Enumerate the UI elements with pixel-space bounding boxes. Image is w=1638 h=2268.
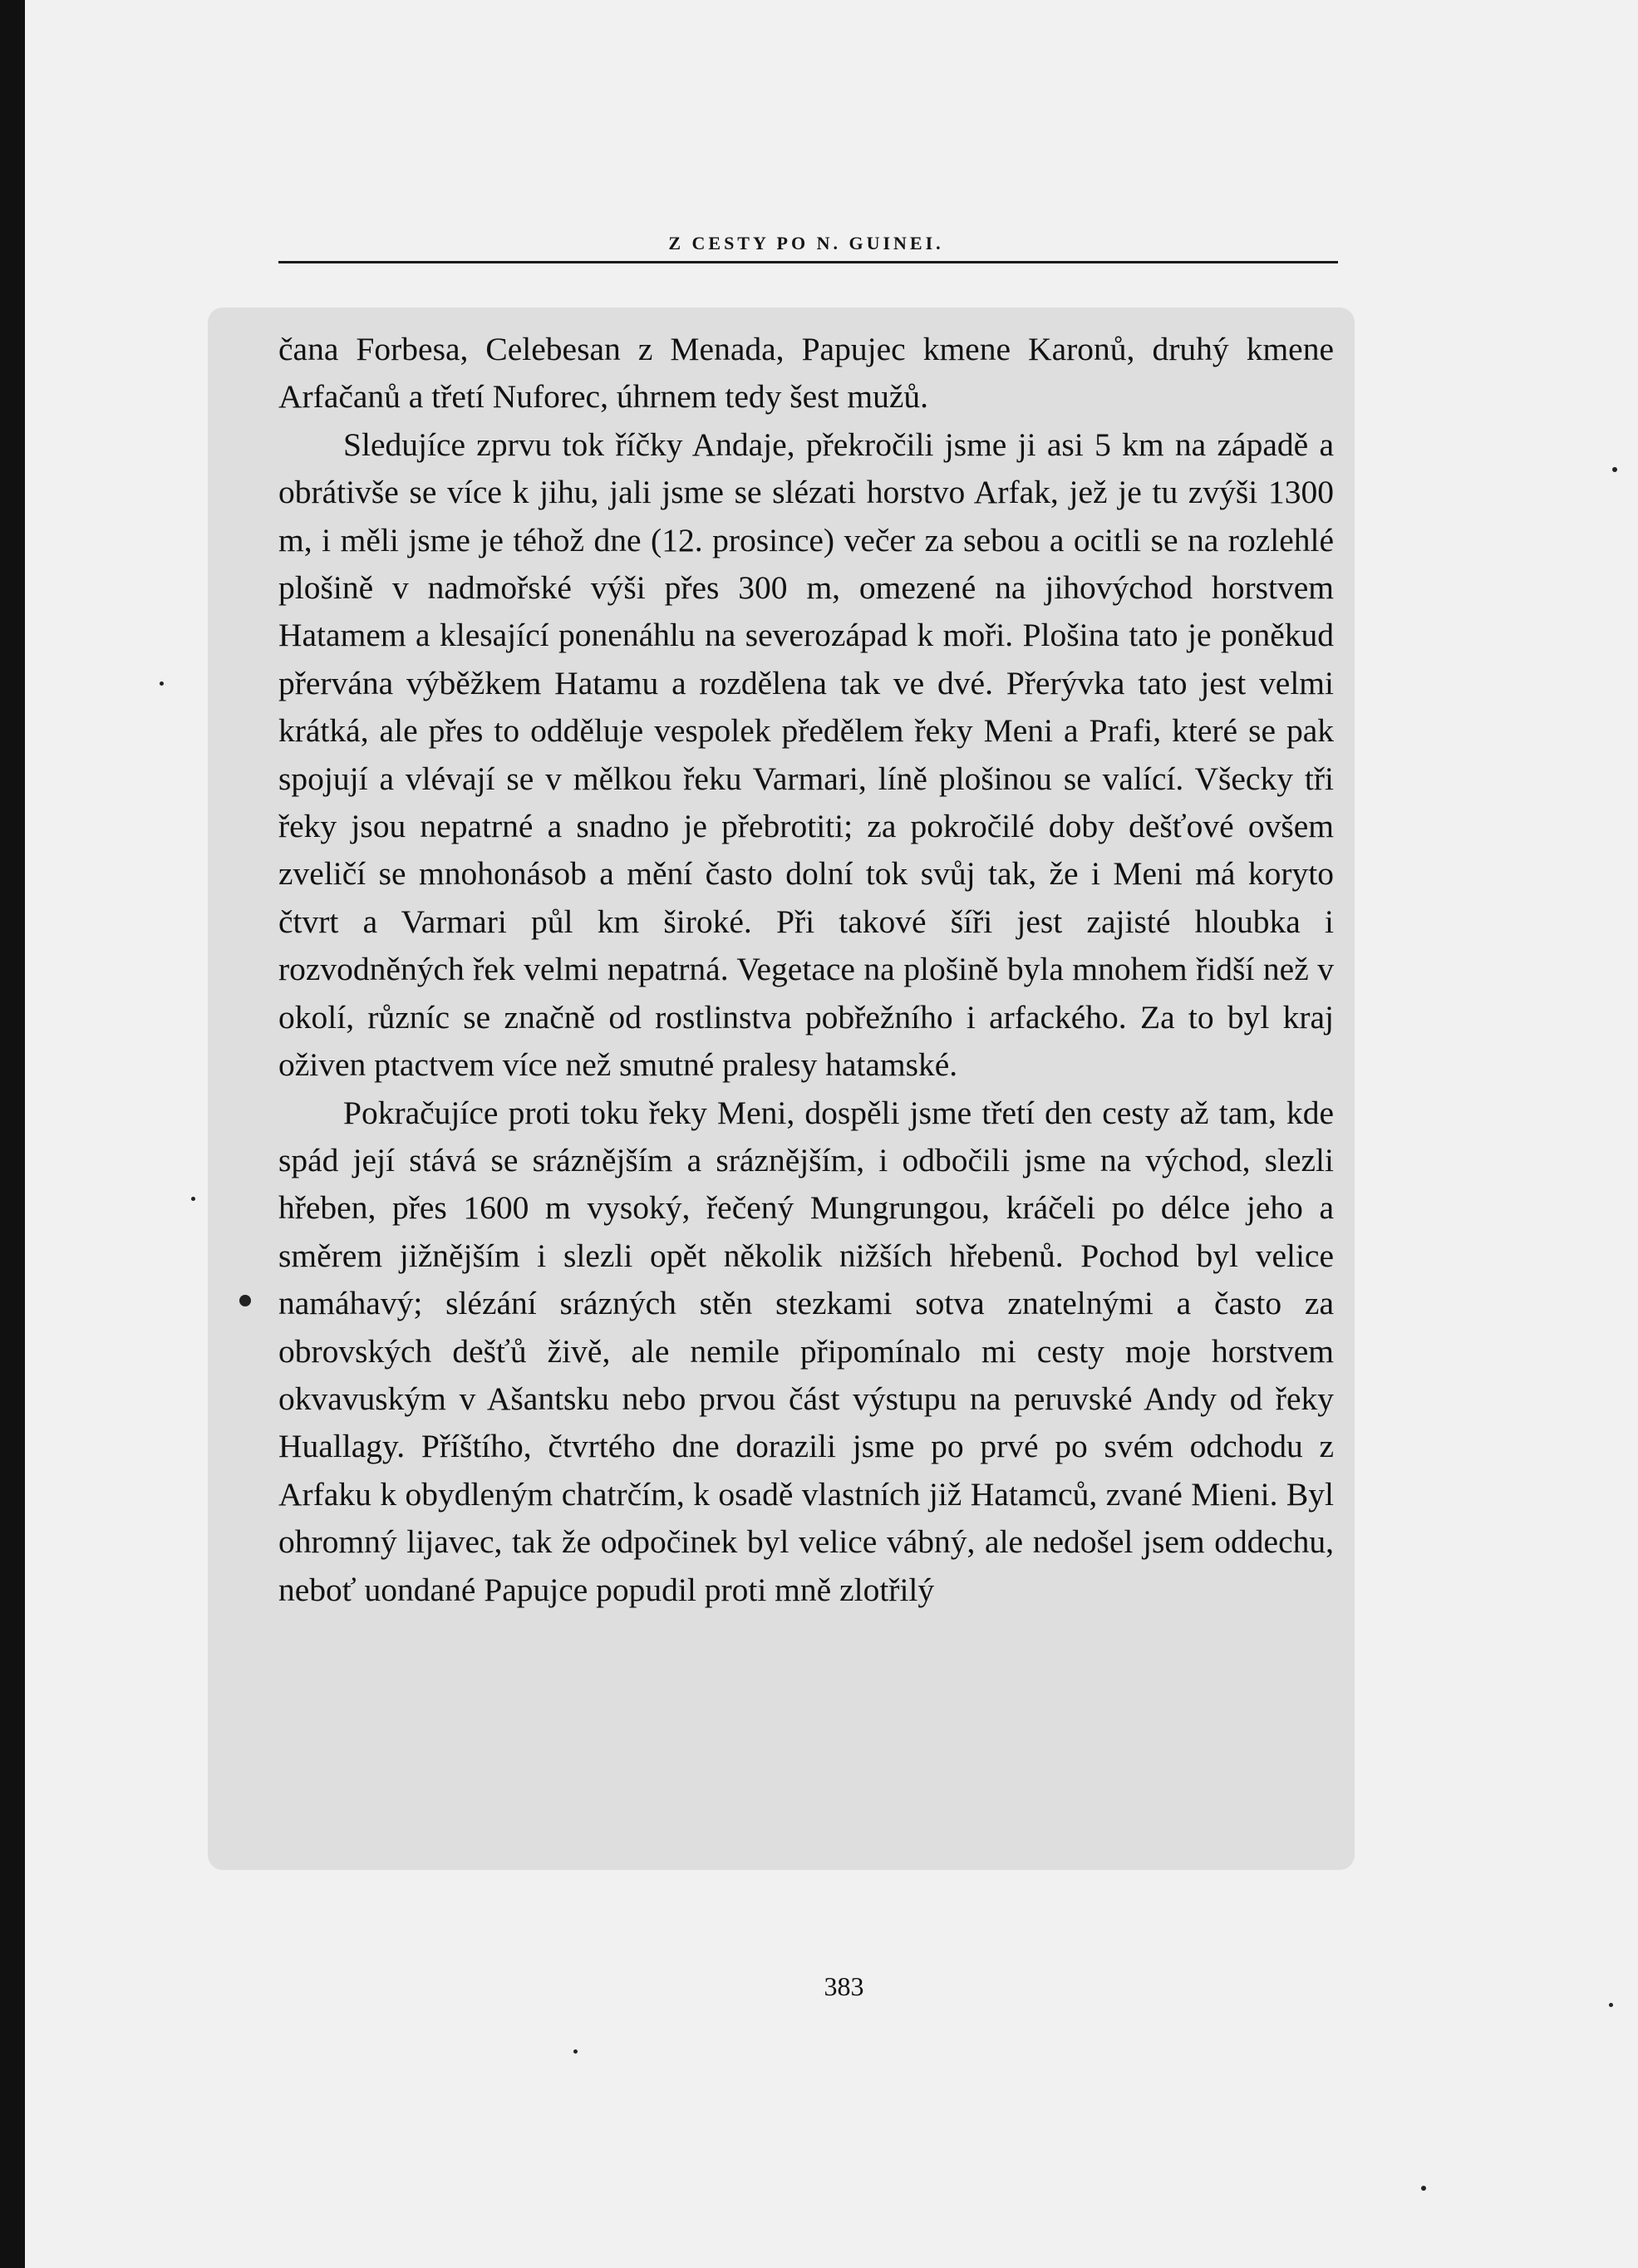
paragraph-2: Sledujíce zprvu tok říčky Andaje, překročili jsme ji asi 5 km na západě a obrátivše se více k jihu, jali jsme se slézati horstvo Arfak, jež je tu zvýši 1300 m, i měli jsme je téhož dne (12. prosince) večer za sebou a ocitli se na rozlehlé plošině v nadmořské výši přes 300 m, omezené na jihovýchod horstvem Hatamem a klesající ponenáhlu na severozápad k moři. Plošina tato je poněkud přervána výběžkem Hatamu a rozdělena tak ve dvé. Přerývka tato jest velmi krátká, ale přes to odděluje vespolek předělem řeky Meni a Prafi, které se pak spojují a vlévají se v mělkou řeku Varmari, líně plošinou se valící. Všecky tři řeky jsou nepatrné a snadno je přebrotiti; za pokročilé doby dešťové ovšem zveličí se mnohonásob a mění často dolní tok svůj tak, že i Meni má koryto čtvrt a Varmari půl km široké. Při takové šíři jest zajisté hloubka i rozvodněných řek velmi nepatrná. Vegetace na plošině byla mnohem řidší než v okolí, různíc se značně od rostlinstva pobřežního i arfackého. Za to byl kraj oživen ptactvem více než smutné pralesy hatamské. bbox=[278, 426, 1334, 1084]
scan-speck bbox=[1612, 467, 1617, 472]
scan-speck bbox=[573, 2049, 578, 2054]
body-text bbox=[278, 326, 1334, 1614]
header-rule bbox=[278, 261, 1338, 263]
paragraph-3: Pokračujíce proti toku řeky Meni, dospěli jsme třetí den cesty až tam, kde spád její stává se sráznějším a sráznějším, i odbočili jsme na východ, slezli hřeben, přes 1600 m vysoký, řečený Mungrungou, kráčeli po délce jeho a směrem jižnějším i slezli opět několik nižších hřebenů. Pochod byl velice namáhavý; slézání srázných stěn stezkami sotva znatelnými a často za obrovských dešťů živě, ale nemile připomínalo mi cesty moje horstvem okvavuským v Ašantsku nebo prvou část výstupu na peruvské Andy od řeky Huallagy. Příštího, čtvrtého dne dorazili jsme po prvé po svém odchodu z Arfaku k obydleným chatrčím, k osadě vlastních již Hatamců, zvané Mieni. Byl ohromný lijavec, tak že odpočinek byl velice vábný, ale nedošel jsem oddechu, neboť uondané Papujce popudil proti mně zlotřilý bbox=[278, 1094, 1334, 1608]
scan-speck bbox=[1609, 2003, 1613, 2007]
scan-speck bbox=[239, 1295, 251, 1306]
scanned-page bbox=[25, 0, 1638, 2268]
scan-speck bbox=[191, 1197, 195, 1201]
scan-speck bbox=[1421, 2186, 1426, 2191]
scan-speck bbox=[160, 681, 164, 686]
running-head: Z CESTY PO N. GUINEI. bbox=[668, 233, 944, 253]
page-number: 383 bbox=[824, 1971, 864, 2001]
paragraph-1: čana Forbesa, Celebesan z Menada, Papujec kmene Karonů, druhý kmene Arfačanů a třetí Nuforec, úhrnem tedy šest mužů. bbox=[278, 331, 1334, 416]
